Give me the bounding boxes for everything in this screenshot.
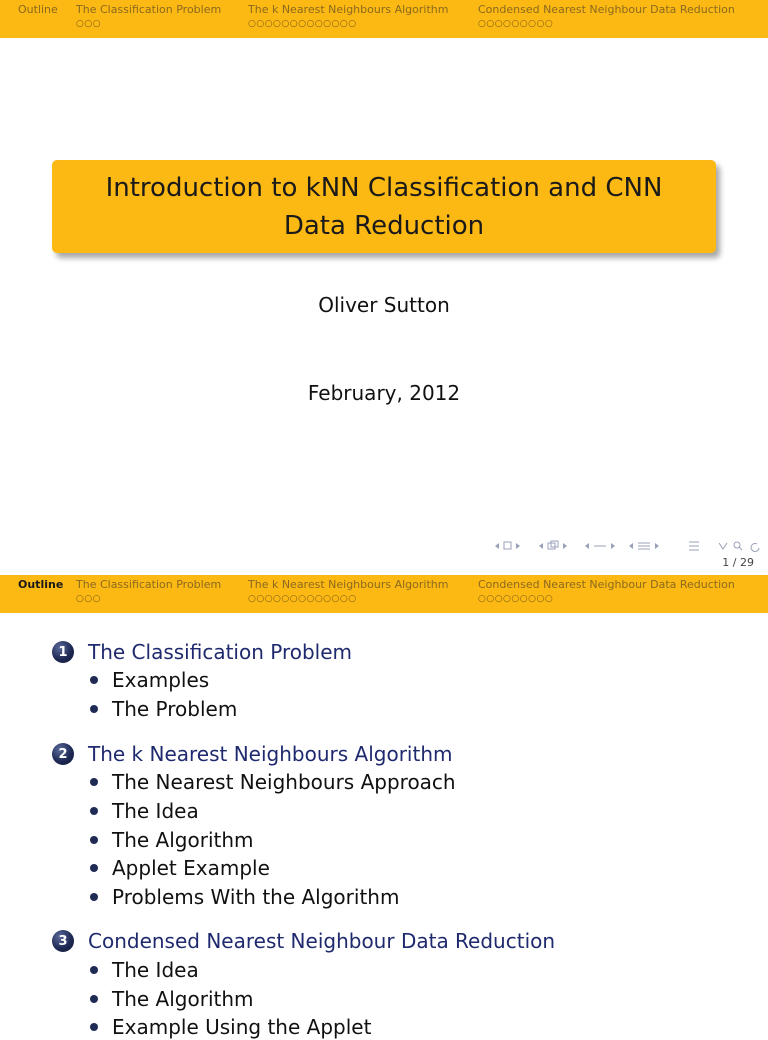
presentation-title: Introduction to kNN Classification and CNN Data Reduction	[105, 172, 663, 241]
section-number-ball: 1	[52, 641, 74, 663]
nav-section-cnn-reduction[interactable]: Condensed Nearest Neighbour Data Reduction	[478, 3, 735, 16]
navigation-bar	[0, 0, 768, 38]
presentation-date: February, 2012	[307, 381, 461, 405]
toc-subsection[interactable]	[90, 855, 270, 881]
toc-subsection[interactable]	[90, 986, 254, 1012]
toc-subsection-label: The Algorithm	[112, 987, 254, 1011]
toc-subsection-label: The Idea	[112, 799, 199, 823]
toc-subsection[interactable]	[90, 696, 237, 722]
nav-section-outline[interactable]: Outline	[18, 578, 64, 591]
toc-subsection[interactable]	[90, 827, 254, 853]
toc-subsection-label: The Algorithm	[112, 828, 254, 852]
nav-section-classification-problem[interactable]: The Classification Problem	[76, 578, 222, 591]
document-nav-icon[interactable]	[629, 543, 659, 549]
beamer-navigation-symbols	[493, 539, 763, 553]
nav-section-knn-algorithm[interactable]: The k Nearest Neighbours Algorithm	[248, 578, 449, 591]
title-box	[52, 160, 716, 253]
toc-subsection[interactable]	[90, 769, 456, 795]
toc-subsection-label: Examples	[112, 668, 210, 692]
nav-section-dots[interactable]: ○○○	[76, 19, 102, 29]
bullet-icon	[90, 778, 98, 786]
nav-section-cnn-reduction[interactable]: Condensed Nearest Neighbour Data Reduction	[478, 578, 735, 591]
toc-subsection[interactable]	[90, 957, 199, 983]
nav-section-dots[interactable]: ○○○○○○○○○○○○○	[248, 19, 357, 29]
toc-subsection[interactable]	[90, 798, 199, 824]
toc-subsection-label: The Problem	[112, 697, 238, 721]
outline-slide	[0, 575, 768, 1039]
toc-subsection[interactable]	[90, 1014, 371, 1040]
author-name: Oliver Sutton	[318, 293, 450, 317]
nav-section-outline[interactable]: Outline	[18, 3, 58, 16]
search-icon[interactable]	[719, 542, 759, 551]
bullet-icon	[90, 705, 98, 713]
nav-section-dots[interactable]: ○○○○○○○○○○○○○	[248, 594, 357, 604]
toc-section[interactable]	[52, 928, 555, 954]
bullet-icon	[90, 864, 98, 872]
navigation-bar	[0, 575, 768, 613]
toc-section-label: The Classification Problem	[88, 640, 353, 664]
toc-subsection-label: The Nearest Neighbours Approach	[112, 770, 456, 794]
toc-section[interactable]	[52, 741, 452, 767]
page-number: 1 / 29	[722, 556, 754, 569]
toc-subsection-label: Applet Example	[112, 856, 270, 880]
toc-subsection-label: The Idea	[112, 958, 199, 982]
bullet-icon	[90, 676, 98, 684]
toc-subsection-label: Problems With the Algorithm	[112, 885, 400, 909]
toc-subsection-label: Example Using the Applet	[112, 1015, 372, 1039]
bullet-icon	[90, 995, 98, 1003]
nav-section-classification-problem[interactable]: The Classification Problem	[76, 3, 222, 16]
toc-subsection[interactable]	[90, 667, 209, 693]
nav-section-dots[interactable]: ○○○○○○○○○	[478, 19, 554, 29]
bullet-icon	[90, 836, 98, 844]
section-number-ball: 3	[52, 930, 74, 952]
bullet-icon	[90, 1023, 98, 1031]
nav-section-dots[interactable]: ○○○○○○○○○	[478, 594, 554, 604]
section-nav-icon[interactable]	[585, 543, 615, 549]
nav-section-dots[interactable]: ○○○	[76, 594, 102, 604]
subsection-nav-icon[interactable]	[539, 541, 567, 549]
nav-section-knn-algorithm[interactable]: The k Nearest Neighbours Algorithm	[248, 3, 449, 16]
bullet-icon	[90, 966, 98, 974]
frame-back-icon[interactable]	[495, 542, 520, 549]
bullet-icon	[90, 893, 98, 901]
toc-subsection[interactable]	[90, 884, 399, 910]
toc-section-label: The k Nearest Neighbours Algorithm	[88, 742, 453, 766]
toc-section-label: Condensed Nearest Neighbour Data Reduction	[88, 929, 556, 953]
appendix-nav-icon[interactable]	[689, 542, 699, 550]
section-number-ball: 2	[52, 743, 74, 765]
toc-section[interactable]	[52, 639, 352, 665]
bullet-icon	[90, 807, 98, 815]
